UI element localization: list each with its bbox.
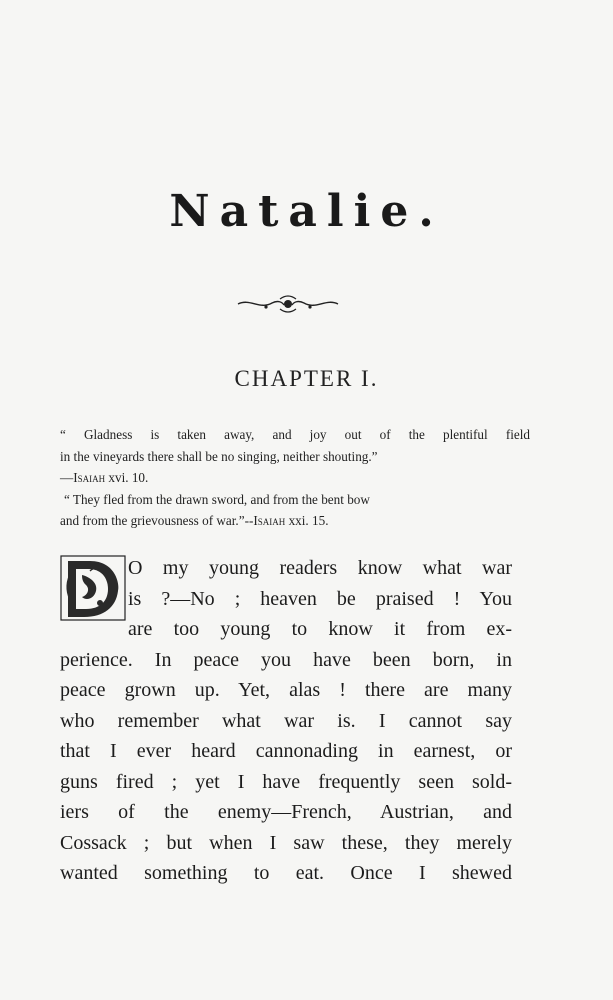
paragraph-line: who remember what war is. I cannot say (60, 709, 512, 732)
epigraph-line: “ They fled from the drawn sword, and from the bent bow (64, 491, 370, 507)
paragraph-line: iers of the enemy—French, Austrian, and (60, 801, 512, 823)
paragraph-line: are too young to know it from ex- (128, 618, 512, 640)
epigraph-line: “ Gladness is taken away, and joy out of the plentiful field (60, 427, 530, 442)
epigraph-text: and from the grievousness of war.”-- (60, 513, 254, 528)
paragraph-line: perience. In peace you have been born, in (60, 648, 512, 671)
citation-dash: — (60, 470, 74, 485)
chapter-heading: CHAPTER I. (234, 366, 379, 391)
epigraph-line (60, 510, 530, 532)
page-title: Natalie. (169, 186, 444, 237)
citation-ref: xxi. 15. (285, 513, 329, 528)
paragraph-line: O my young readers know what war (128, 557, 512, 579)
paragraph-line: peace grown up. Yet, alas ! there are many (60, 679, 512, 701)
chapter-paragraph (60, 553, 512, 889)
epigraph-citation (60, 467, 530, 489)
epigraph-line: in the vineyards there shall be no singing, neither shouting.” (60, 448, 378, 464)
epigraph (60, 424, 530, 532)
citation-book: Isaiah (253, 513, 286, 528)
citation-ref: xvi. 10. (105, 470, 149, 485)
paragraph-line: is ?—No ; heaven be praised ! You (128, 587, 512, 610)
paragraph-line: that I ever heard cannonading in earnest, or (60, 740, 512, 762)
paragraph-line: Cossack ; but when I saw these, they merely (60, 831, 512, 854)
citation-book: Isaiah (73, 470, 106, 485)
paragraph-line: guns fired ; yet I have frequently seen sold- (60, 770, 512, 793)
paragraph-line: wanted something to eat. Once I shewed (60, 862, 512, 884)
ornament-divider-icon (236, 293, 340, 315)
